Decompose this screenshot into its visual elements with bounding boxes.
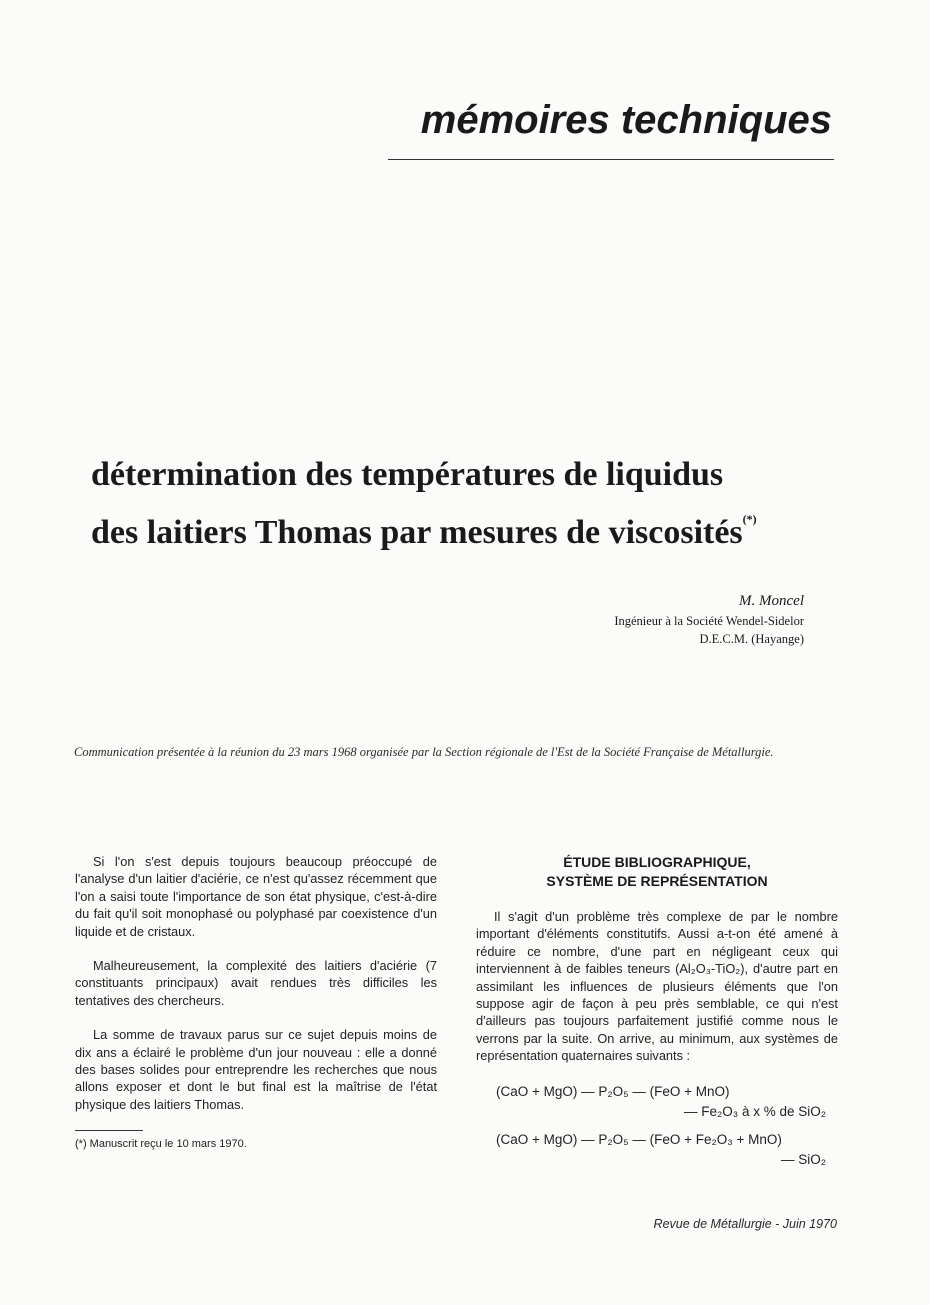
paragraph: Si l'on s'est depuis toujours beaucoup préoccupé de l'analyse d'un laitier d'aciérie, ce n'est qu'assez récemment que l'on a saisi toute l'importance de son état physique, c'est-à-dire du fait qu'il soit monophasé ou polyphasé par coexistence d'un liquide et de cristaux. [75, 854, 437, 939]
author-affiliation-line2: D.E.C.M. (Hayange) [699, 632, 804, 646]
right-column [476, 853, 838, 1170]
formula-block [476, 1082, 838, 1170]
formula1-line1: (CaO + MgO) — P₂O₅ — (FeO + MnO) [496, 1083, 730, 1099]
footnote-rule [75, 1130, 143, 1131]
paragraph: Il s'agit d'un problème très complexe de par le nombre important d'éléments constitutifs. Aussi a-t-on été amené à réduire ce nombre, d'une part en négligeant ceux qui interviennent à de faibles teneurs (Al₂O₃-TiO₂), d'autre part en assimilant les influences de plusieurs éléments que l'on suppose agir de façon à peu près semblable, ce qui n'est d'ailleurs pas toujours parfaitement justifié comme nous le verrons par la suite. On arrive, au minimum, aux systèmes de représentation quaternaires suivants : [476, 909, 838, 1064]
formula2-line1: (CaO + MgO) — P₂O₅ — (FeO + Fe₂O₃ + MnO) [496, 1131, 782, 1147]
section-heading [476, 853, 838, 891]
section-title-rule [388, 159, 834, 160]
section-heading-line1: ÉTUDE BIBLIOGRAPHIQUE, [563, 854, 751, 870]
paragraph: Malheureusement, la complexité des laitiers d'aciérie (7 constituants principaux) avait rendues très difficiles les tentatives des chercheurs. [75, 958, 437, 1008]
paragraph: La somme de travaux parus sur ce sujet depuis moins de dix ans a éclairé le problème d'un jour nouveau : elle a donné des bases solides pour entreprendre les recherches que nous allons exposer et dont le but final est la maîtrise de l'état physique des laitiers Thomas. [75, 1027, 437, 1112]
journal-footer: Revue de Métallurgie - Juin 1970 [653, 1217, 837, 1231]
author-block [614, 590, 804, 648]
left-column [75, 853, 437, 1151]
article-title [91, 452, 851, 555]
author-affiliation-line1: Ingénieur à la Société Wendel-Sidelor [614, 614, 804, 628]
title-footnote-mark: (*) [742, 512, 757, 526]
section-title: mémoires techniques [420, 98, 832, 142]
communication-note: Communication présentée à la réunion du 23 mars 1968 organisée par la Section régionale de l'Est de la Société Française de Métallurgie. [74, 745, 774, 759]
article-title-line2: des laitiers Thomas par mesures de viscosités [91, 514, 743, 551]
formula2-line2: — SiO₂ [781, 1151, 826, 1167]
footnote: (*) Manuscrit reçu le 10 mars 1970. [75, 1138, 247, 1151]
formula1-line2: — Fe₂O₃ à x % de SiO₂ [683, 1103, 826, 1119]
section-heading-line2: SYSTÈME DE REPRÉSENTATION [546, 873, 768, 889]
author-name: M. Moncel [739, 593, 804, 609]
article-title-line1: détermination des températures de liquidus [91, 456, 724, 493]
